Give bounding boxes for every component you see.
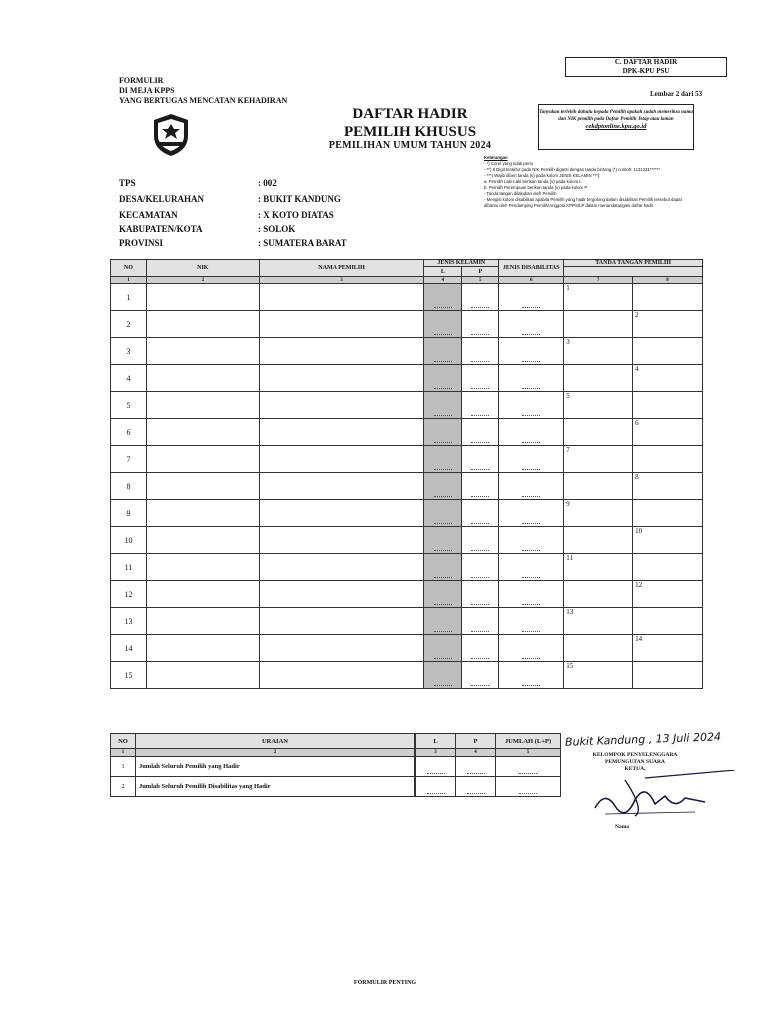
- signature-cell-left: 1: [564, 284, 633, 311]
- dotted-line: [471, 523, 489, 524]
- col-number: 2: [146, 277, 259, 284]
- info-value-desa: : BUKIT KANDUNG: [258, 194, 341, 204]
- table-row: [111, 338, 703, 365]
- nik-cell: [146, 581, 259, 608]
- form-code-box: [565, 57, 727, 77]
- table-row: [111, 581, 703, 608]
- p-cell: [462, 554, 499, 581]
- summary-header-uraian: URAIAN: [135, 734, 414, 749]
- summary-table: [110, 733, 415, 797]
- signature-cell-right: 4: [633, 365, 703, 392]
- kpps-group-name: KELOMPOK PENYELENGGARA PEMUNGUTAN SUARA: [592, 752, 678, 765]
- nama-cell: [259, 554, 424, 581]
- notice-box: [538, 104, 694, 150]
- summary-col-number: 1: [111, 749, 136, 757]
- p-cell: [462, 365, 499, 392]
- signature-cell-left: [564, 473, 633, 500]
- signature-cell-right: [633, 392, 703, 419]
- info-label-kabupaten: KABUPATEN/KOTA: [119, 224, 203, 234]
- signature-cell-left: [564, 365, 633, 392]
- nik-cell: [146, 311, 259, 338]
- table-row: [111, 608, 703, 635]
- disabilitas-cell: [499, 581, 564, 608]
- dotted-line: [434, 361, 452, 362]
- disabilitas-cell: [499, 284, 564, 311]
- nik-cell: [146, 365, 259, 392]
- summary-col-number: 4: [456, 749, 496, 757]
- nik-cell: [146, 662, 259, 689]
- info-label-provinsi: PROVINSI: [119, 238, 164, 248]
- row-number: 12: [111, 581, 147, 608]
- disabilitas-cell: [499, 500, 564, 527]
- name-label: Nama: [615, 824, 630, 830]
- signature-cell-right: [633, 662, 703, 689]
- header-tanda-tangan: TANDA TANGAN PEMILIH: [564, 260, 703, 267]
- dotted-line: [522, 415, 540, 416]
- dotted-line: [434, 442, 452, 443]
- dotted-line: [522, 550, 540, 551]
- header-nik: NIK: [146, 260, 259, 277]
- dotted-line: [522, 442, 540, 443]
- table-row: [111, 635, 703, 662]
- summary-p-cell: [456, 757, 496, 777]
- p-cell: [462, 311, 499, 338]
- summary-row-label: Jumlah Seluruh Pemilih yang Hadir: [135, 757, 414, 777]
- p-cell: [462, 527, 499, 554]
- dotted-line: [522, 577, 540, 578]
- l-cell: [424, 473, 462, 500]
- election-name: PEMILIHAN UMUM TAHUN 2024: [328, 140, 492, 151]
- disabilitas-cell: [499, 635, 564, 662]
- nama-cell: [259, 581, 424, 608]
- nik-cell: [146, 446, 259, 473]
- nama-cell: [259, 446, 424, 473]
- l-cell: [424, 527, 462, 554]
- l-cell: [424, 500, 462, 527]
- row-number: 15: [111, 662, 147, 689]
- disabilitas-cell: [499, 311, 564, 338]
- p-cell: [462, 338, 499, 365]
- dotted-line: [522, 361, 540, 362]
- col-number: 4: [424, 277, 462, 284]
- row-number: 13: [111, 608, 147, 635]
- dotted-line: [434, 685, 452, 686]
- signature-cell-right: [633, 338, 703, 365]
- p-cell: [462, 392, 499, 419]
- summary-header-p: P: [456, 734, 496, 749]
- signature-cell-left: [564, 311, 633, 338]
- nama-cell: [259, 662, 424, 689]
- p-cell: [462, 446, 499, 473]
- summary-l-cell: [416, 757, 456, 777]
- signature-cell-left: 15: [564, 662, 633, 689]
- dotted-line: [434, 658, 452, 659]
- signature-cell-right: 8: [633, 473, 703, 500]
- dotted-line: [471, 658, 489, 659]
- disabilitas-cell: [499, 338, 564, 365]
- table-row: [111, 284, 703, 311]
- p-cell: [462, 473, 499, 500]
- dotted-line: [471, 550, 489, 551]
- signature-icon: [585, 770, 735, 820]
- col-number: 8: [633, 277, 703, 284]
- dotted-line: [434, 415, 452, 416]
- row-number: 6: [111, 419, 147, 446]
- disabilitas-cell: [499, 473, 564, 500]
- nik-cell: [146, 284, 259, 311]
- notice-text: Tanyakan terlebih dahulu kepada Pemilih apakah sudah memeriksa nama dan NIK pemilih pada Daftar Pemilih Tetap atau laman: [539, 110, 693, 122]
- table-row: [111, 446, 703, 473]
- summary-row-no: 1: [111, 757, 136, 777]
- nama-cell: [259, 608, 424, 635]
- signature-cell-right: 6: [633, 419, 703, 446]
- info-label-kecamatan: KECAMATAN: [119, 210, 178, 220]
- l-cell: [424, 635, 462, 662]
- signature-cell-left: [564, 635, 633, 662]
- summary-values-table: [415, 733, 561, 797]
- table-row: [111, 554, 703, 581]
- notes-line: - *) Coret yang tidak perlu: [484, 161, 533, 166]
- p-cell: [462, 284, 499, 311]
- row-number: 7: [111, 446, 147, 473]
- row-number: 5: [111, 392, 147, 419]
- disabilitas-cell: [499, 527, 564, 554]
- dotted-line: [471, 388, 489, 389]
- signature-cell-left: [564, 581, 633, 608]
- nama-cell: [259, 527, 424, 554]
- table-row: [111, 419, 703, 446]
- dotted-line: [434, 496, 452, 497]
- table-row: [111, 365, 703, 392]
- signature-cell-left: 11: [564, 554, 633, 581]
- row-number: 10: [111, 527, 147, 554]
- nama-cell: [259, 284, 424, 311]
- signature-cell-right: [633, 608, 703, 635]
- l-cell: [424, 392, 462, 419]
- nik-cell: [146, 635, 259, 662]
- dotted-line: [471, 469, 489, 470]
- p-cell: [462, 608, 499, 635]
- header-nama: NAMA PEMILIH: [259, 260, 424, 277]
- notes-line: - Mengisi kolom disabilitas apabila Pemilih yang hadir tergolong dalam disabilitas Pemilih tersebut dapat dibantu oleh Pendamping Pemilih/Anggota KPPS/LP dalam menandatangani daftar hadir.: [484, 197, 682, 208]
- nik-cell: [146, 338, 259, 365]
- nik-cell: [146, 527, 259, 554]
- dotted-line: [434, 577, 452, 578]
- nama-cell: [259, 419, 424, 446]
- chair-title: KETUA,: [624, 766, 646, 772]
- dotted-line: [471, 577, 489, 578]
- signature-cell-right: 10: [633, 527, 703, 554]
- dotted-line: [522, 496, 540, 497]
- header-jenis-kelamin: JENIS KELAMIN: [424, 260, 499, 267]
- document-title: DAFTAR HADIR: [352, 106, 468, 122]
- dotted-line: [522, 685, 540, 686]
- dotted-line: [522, 388, 540, 389]
- info-label-tps: TPS: [119, 178, 136, 188]
- notes-section: [484, 155, 696, 209]
- summary-row-label: Jumlah Seluruh Pemilih Disabilitas yang Hadir: [135, 777, 414, 797]
- summary-col-number: 5: [496, 749, 561, 757]
- header-tanda-tangan-sub: [564, 267, 703, 277]
- notes-line: b. Pemilih Perempuan berikan tanda (v) pada kolom P: [484, 185, 588, 190]
- row-number: 3: [111, 338, 147, 365]
- l-cell: [424, 365, 462, 392]
- dotted-line: [434, 469, 452, 470]
- dotted-line: [434, 631, 452, 632]
- form-purpose-line: FORMULIR: [119, 76, 164, 85]
- signature-cell-left: [564, 527, 633, 554]
- dotted-line: [434, 334, 452, 335]
- notes-line: - ***) Wajib diberi tanda (v) pada kolom JENIS KELAMIN ***):: [484, 173, 601, 178]
- notes-line: - Tanda tangan dilakukan oleh Pemilih: [484, 191, 557, 196]
- row-number: 14: [111, 635, 147, 662]
- signature-cell-right: [633, 554, 703, 581]
- header-no: NO: [111, 260, 147, 277]
- attendance-table: [110, 259, 703, 689]
- row-number: 1: [111, 284, 147, 311]
- disabilitas-cell: [499, 608, 564, 635]
- disabilitas-cell: [499, 446, 564, 473]
- dotted-line: [522, 523, 540, 524]
- footer-text: FORMULIR PENTING: [353, 980, 417, 986]
- dotted-line: [434, 388, 452, 389]
- l-cell: [424, 554, 462, 581]
- sheet-number: Lembar 2 dari 53: [650, 90, 703, 98]
- nama-cell: [259, 473, 424, 500]
- l-cell: [424, 662, 462, 689]
- notes-heading: Keterangan: [484, 155, 508, 160]
- signature-cell-right: [633, 284, 703, 311]
- nik-cell: [146, 473, 259, 500]
- signature-cell-right: [633, 500, 703, 527]
- dotted-line: [471, 361, 489, 362]
- header-disabilitas: JENIS DISABILITAS: [499, 260, 564, 277]
- table-row: [111, 311, 703, 338]
- summary-total-cell: [496, 757, 561, 777]
- info-value-kabupaten: : SOLOK: [258, 224, 296, 234]
- table-row: [111, 473, 703, 500]
- nik-cell: [146, 419, 259, 446]
- document-subtitle: PEMILIH KHUSUS: [343, 124, 477, 140]
- dotted-line: [471, 334, 489, 335]
- table-row: [111, 662, 703, 689]
- dotted-line: [434, 307, 452, 308]
- place-date-handwritten: Bukit Kandung , 13 Juli 2024: [564, 730, 722, 749]
- l-cell: [424, 338, 462, 365]
- table-row: [111, 527, 703, 554]
- notes-line: - **) 6 Digit terakhir pada NIK Pemilih diganti dengan tanda bintang (*) contoh: 1131231******: [484, 167, 660, 172]
- info-value-provinsi: : SUMATERA BARAT: [258, 238, 347, 248]
- disabilitas-cell: [499, 419, 564, 446]
- info-label-desa: DESA/KELURAHAN: [119, 194, 205, 204]
- form-purpose-line: DI MEJA KPPS: [119, 86, 175, 95]
- nik-cell: [146, 554, 259, 581]
- l-cell: [424, 446, 462, 473]
- dotted-line: [434, 550, 452, 551]
- dotted-line: [522, 307, 540, 308]
- dotted-line: [471, 415, 489, 416]
- signature-cell-right: 2: [633, 311, 703, 338]
- notice-link: cekdptonline.kpu.go.id: [585, 123, 647, 130]
- signature-cell-left: 7: [564, 446, 633, 473]
- table-row: [111, 500, 703, 527]
- dotted-line: [471, 685, 489, 686]
- header-p: P: [462, 267, 499, 277]
- summary-header-l: L: [416, 734, 456, 749]
- disabilitas-cell: [499, 365, 564, 392]
- nama-cell: [259, 365, 424, 392]
- dotted-line: [522, 469, 540, 470]
- notes-line: a. Pemilih Laki-Laki berikan tanda (v) pada kolom L: [484, 179, 582, 184]
- row-number: 9: [111, 500, 147, 527]
- nik-cell: [146, 608, 259, 635]
- signature-cell-right: 14: [633, 635, 703, 662]
- nama-cell: [259, 338, 424, 365]
- summary-col-number: 2: [135, 749, 414, 757]
- col-number: 5: [462, 277, 499, 284]
- signature-cell-right: [633, 446, 703, 473]
- dotted-line: [471, 496, 489, 497]
- dotted-line: [471, 631, 489, 632]
- summary-total-cell: [496, 777, 561, 797]
- summary-header-no: NO: [111, 734, 136, 749]
- row-number: 4: [111, 365, 147, 392]
- form-purpose: [119, 76, 287, 106]
- nama-cell: [259, 392, 424, 419]
- dotted-line: [471, 442, 489, 443]
- col-number: 1: [111, 277, 147, 284]
- summary-header-jumlah: JUMLAH (L+P): [496, 734, 561, 749]
- signature-cell-left: 5: [564, 392, 633, 419]
- p-cell: [462, 635, 499, 662]
- p-cell: [462, 419, 499, 446]
- summary-p-cell: [456, 777, 496, 797]
- form-purpose-line: YANG BERTUGAS MENCATAN KEHADIRAN: [119, 96, 288, 105]
- form-code-line2: DPK-KPU PSU: [622, 67, 670, 75]
- nama-cell: [259, 311, 424, 338]
- col-number: 6: [499, 277, 564, 284]
- dotted-line: [522, 658, 540, 659]
- l-cell: [424, 311, 462, 338]
- signature-cell-left: [564, 419, 633, 446]
- p-cell: [462, 500, 499, 527]
- form-code-line1: C. DAFTAR HADIR: [614, 58, 678, 66]
- row-number: 8: [111, 473, 147, 500]
- nik-cell: [146, 392, 259, 419]
- dotted-line: [522, 604, 540, 605]
- l-cell: [424, 284, 462, 311]
- summary-row-no: 2: [111, 777, 136, 797]
- disabilitas-cell: [499, 662, 564, 689]
- nik-cell: [146, 500, 259, 527]
- disabilitas-cell: [499, 554, 564, 581]
- l-cell: [424, 419, 462, 446]
- kpu-logo-icon: [150, 112, 192, 158]
- signature-cell-left: 3: [564, 338, 633, 365]
- nama-cell: [259, 500, 424, 527]
- dotted-line: [471, 307, 489, 308]
- dotted-line: [434, 604, 452, 605]
- disabilitas-cell: [499, 392, 564, 419]
- summary-col-number: 3: [416, 749, 456, 757]
- dotted-line: [434, 523, 452, 524]
- l-cell: [424, 608, 462, 635]
- l-cell: [424, 581, 462, 608]
- col-number: 3: [259, 277, 424, 284]
- col-number: 7: [564, 277, 633, 284]
- nama-cell: [259, 635, 424, 662]
- p-cell: [462, 662, 499, 689]
- dotted-line: [471, 604, 489, 605]
- info-value-tps: : 002: [258, 178, 277, 188]
- summary-l-cell: [416, 777, 456, 797]
- signature-cell-left: 9: [564, 500, 633, 527]
- signature-cell-left: 13: [564, 608, 633, 635]
- row-number: 11: [111, 554, 147, 581]
- p-cell: [462, 581, 499, 608]
- header-l: L: [424, 267, 462, 277]
- dotted-line: [522, 334, 540, 335]
- signature-cell-right: 12: [633, 581, 703, 608]
- table-row: [111, 392, 703, 419]
- dotted-line: [522, 631, 540, 632]
- row-number: 2: [111, 311, 147, 338]
- info-value-kecamatan: : X KOTO DIATAS: [258, 210, 334, 220]
